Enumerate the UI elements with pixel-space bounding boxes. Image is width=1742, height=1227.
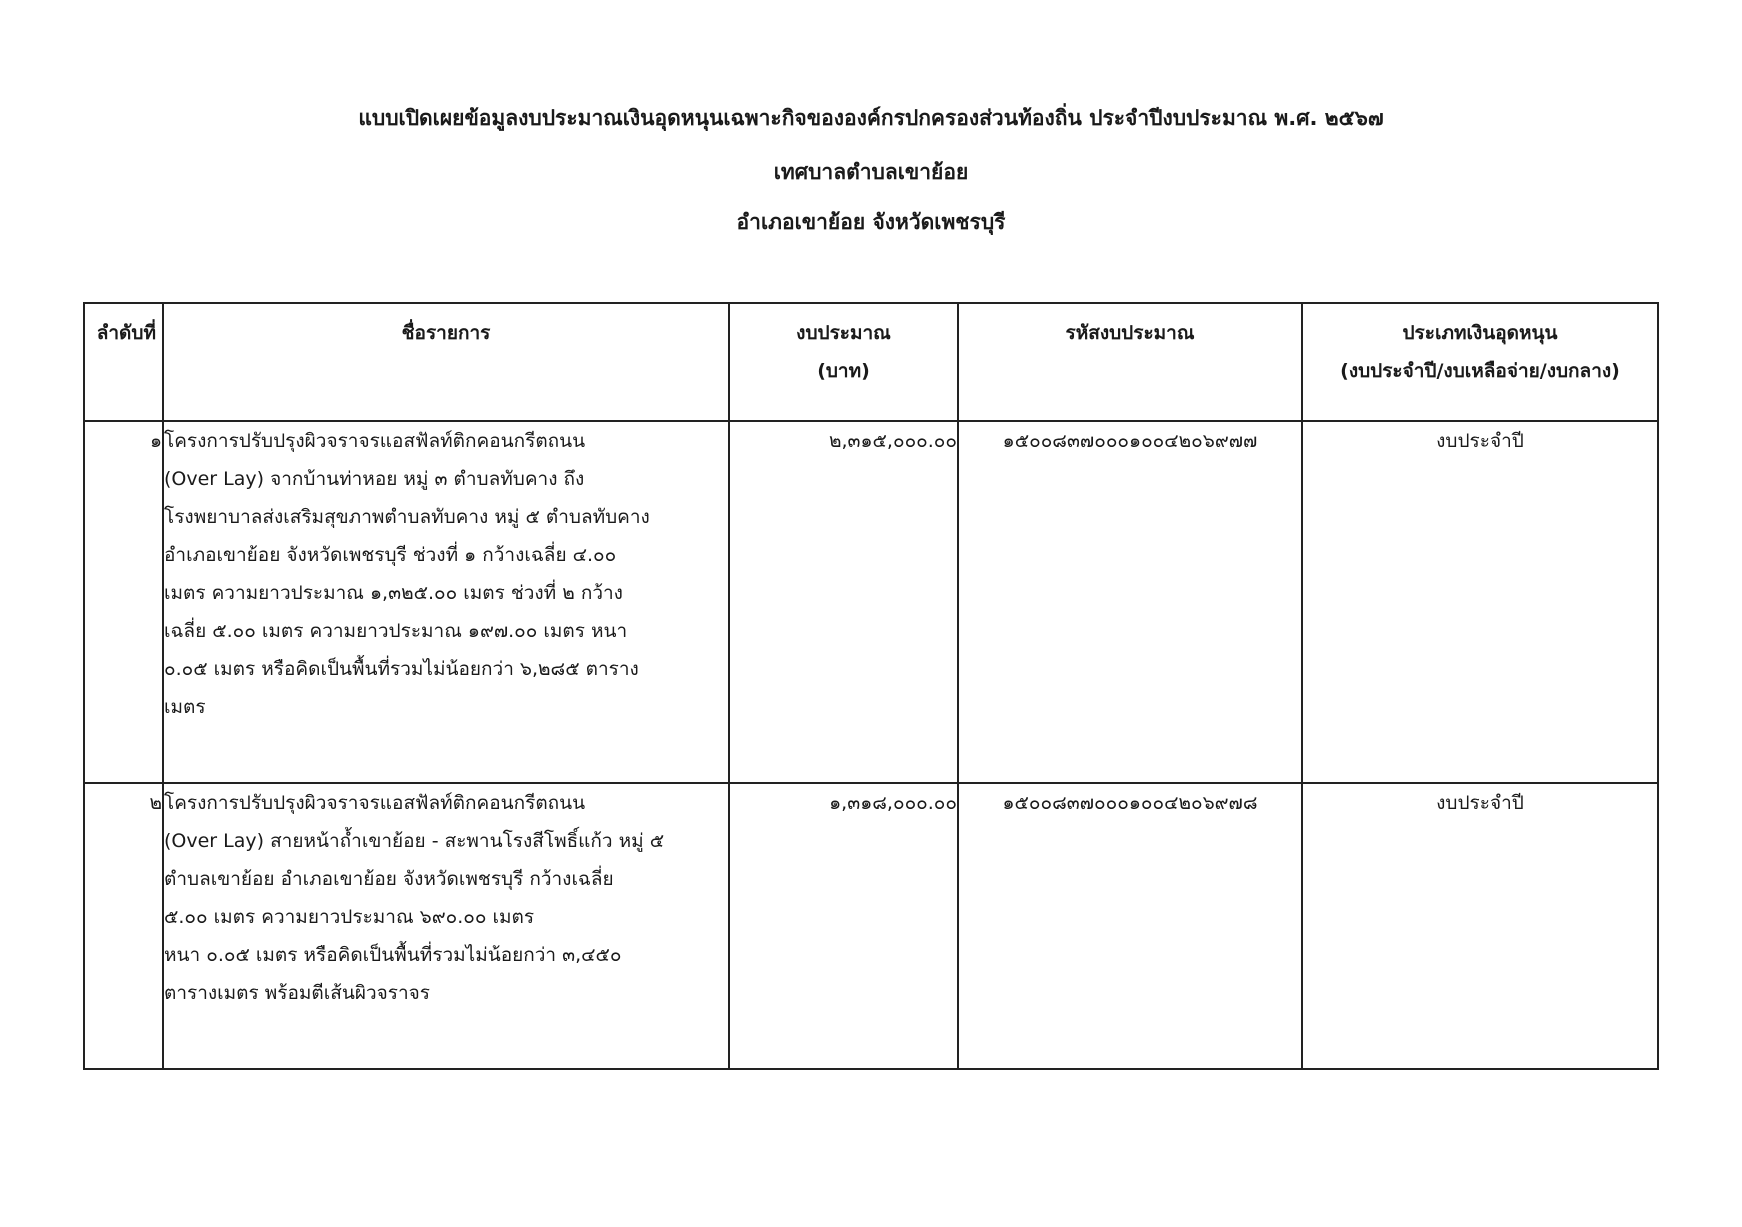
column-header-type-label: ประเภทเงินอุดหนุน	[1402, 322, 1558, 344]
location-name: อำเภอเขาย้อย จังหวัดเพชรบุรี	[736, 210, 1006, 234]
project-name-line: (Over Lay) สายหน้าถ้ำเขาย้อย - สะพานโรงสีโพธิ์แก้ว หมู่ ๕	[164, 830, 665, 852]
project-name-line: ๐.๐๕ เมตร หรือคิดเป็นพื้นที่รวมไม่น้อยกว่า ๖,๒๘๕ ตาราง	[164, 658, 639, 680]
subsidy-type: งบประจำปี	[1302, 783, 1658, 1069]
document-title: แบบเปิดเผยข้อมูลงบประมาณเงินอุดหนุนเฉพาะกิจขององค์กรปกครองส่วนท้องถิ่น ประจำปีงบประมาณ พ.ศ. ๒๕๖๗	[358, 106, 1384, 130]
project-name-line: โครงการปรับปรุงผิวจราจรแอสฟัลท์ติกคอนกรีตถนน	[164, 430, 586, 452]
project-name-line: เฉลี่ย ๕.๐๐ เมตร ความยาวประมาณ ๑๙๗.๐๐ เมตร หนา	[164, 620, 628, 642]
row-number: ๒	[84, 783, 163, 1069]
budget-code: ๑๕๐๐๘๓๗๐๐๐๑๐๐๔๒๐๖๙๗๘	[958, 783, 1302, 1069]
project-name-line: ตำบลเขาย้อย อำเภอเขาย้อย จังหวัดเพชรบุรี กว้างเฉลี่ย	[164, 868, 614, 890]
project-name	[163, 783, 729, 1069]
subsidy-type: งบประจำปี	[1302, 421, 1658, 783]
project-name	[163, 421, 729, 783]
row-number: ๑	[84, 421, 163, 783]
column-header-amount-label: งบประมาณ	[796, 322, 891, 344]
column-header-type-sub: (งบประจำปี/งบเหลือจ่าย/งบกลาง)	[1340, 360, 1620, 382]
column-header-amount-unit: (บาท)	[817, 360, 870, 382]
project-name-line: ตารางเมตร พร้อมตีเส้นผิวจราจร	[164, 982, 430, 1004]
budget-code: ๑๕๐๐๘๓๗๐๐๐๑๐๐๔๒๐๖๙๗๗	[958, 421, 1302, 783]
project-name-line: อำเภอเขาย้อย จังหวัดเพชรบุรี ช่วงที่ ๑ กว้างเฉลี่ย ๔.๐๐	[164, 544, 617, 566]
table-row	[84, 421, 1658, 783]
column-header-no: ลำดับที่	[84, 303, 163, 421]
project-name-line: หนา ๐.๐๕ เมตร หรือคิดเป็นพื้นที่รวมไม่น้อยกว่า ๓,๔๕๐	[164, 944, 622, 966]
table-row	[84, 783, 1658, 1069]
table-header-row	[84, 303, 1658, 421]
organization-name: เทศบาลตำบลเขาย้อย	[773, 160, 969, 184]
budget-amount: ๒,๓๑๕,๐๐๐.๐๐	[729, 421, 958, 783]
budget-amount: ๑,๓๑๘,๐๐๐.๐๐	[729, 783, 958, 1069]
project-name-line: โครงการปรับปรุงผิวจราจรแอสฟัลท์ติกคอนกรีตถนน	[164, 792, 586, 814]
column-header-amount	[729, 303, 958, 421]
column-header-code: รหัสงบประมาณ	[958, 303, 1302, 421]
project-name-line: โรงพยาบาลส่งเสริมสุขภาพตำบลทับคาง หมู่ ๕ ตำบลทับคาง	[164, 506, 650, 528]
project-name-line: เมตร	[164, 696, 206, 718]
project-name-line: (Over Lay) จากบ้านท่าหอย หมู่ ๓ ตำบลทับคาง ถึง	[164, 468, 585, 490]
column-header-type	[1302, 303, 1658, 421]
column-header-name: ชื่อรายการ	[163, 303, 729, 421]
project-name-line: ๕.๐๐ เมตร ความยาวประมาณ ๖๙๐.๐๐ เมตร	[164, 906, 535, 928]
budget-table	[83, 302, 1659, 1070]
project-name-line: เมตร ความยาวประมาณ ๑,๓๒๕.๐๐ เมตร ช่วงที่ ๒ กว้าง	[164, 582, 623, 604]
